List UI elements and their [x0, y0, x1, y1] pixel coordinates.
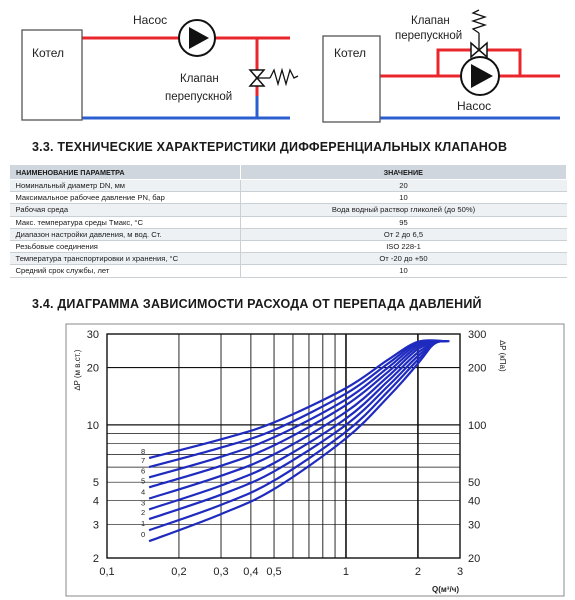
param-name: Средний срок службы, лет	[10, 265, 241, 277]
param-value: От -20 до +50	[240, 253, 567, 265]
x-tick-label: 2	[414, 566, 421, 578]
y-right-tick-label: 100	[468, 419, 487, 432]
series-label: 0	[140, 530, 146, 540]
y-left-tick-label: 20	[86, 362, 99, 375]
x-tick-labels	[99, 566, 463, 578]
x-tick-label: 0,5	[266, 566, 282, 578]
param-name: Температура транспортировки и хранения, °С	[10, 253, 241, 265]
param-name: Диапазон настройки давления, м вод. Ст.	[10, 228, 241, 240]
series-label: 6	[140, 466, 146, 476]
scheme-left	[22, 13, 298, 120]
boiler-box	[22, 30, 82, 120]
param-value: Вода водный раствор гликолей (до 50%)	[240, 204, 567, 216]
y-left-tick-label: 4	[92, 495, 99, 508]
valve-label-line2: перепускной	[395, 30, 463, 42]
series-label: 2	[140, 508, 146, 518]
param-value: ISO 228-1	[240, 240, 567, 252]
y-right-tick-labels	[468, 329, 486, 565]
param-name: Номинальный диаметр DN, мм	[10, 180, 241, 192]
param-name: Рабочая среда	[10, 204, 241, 216]
chart-curves	[149, 340, 449, 541]
param-value: 10	[240, 192, 567, 204]
y-left-tick-label: 2	[92, 553, 99, 565]
series-label: 8	[140, 446, 146, 456]
table-row	[10, 192, 567, 204]
y-left-tick-label: 30	[86, 329, 99, 341]
table-row	[10, 216, 567, 228]
y-right-tick-label: 30	[468, 519, 481, 532]
y-axis-label-right: ∆P (кПа)	[498, 340, 507, 372]
header-value: ЗНАЧЕНИЕ	[240, 165, 567, 180]
table-row	[10, 265, 567, 277]
pump-label: Насос	[133, 13, 168, 27]
boiler-label: Котел	[32, 46, 65, 60]
boiler-label: Котел	[334, 46, 367, 60]
param-value: 20	[240, 180, 567, 192]
header-parameter: НАИМЕНОВАНИЕ ПАРАМЕТРА	[10, 165, 241, 180]
flow-pressure-chart	[0, 322, 575, 598]
y-right-tick-label: 40	[468, 495, 481, 508]
y-left-tick-label: 5	[92, 477, 99, 490]
series-label: 3	[140, 498, 146, 508]
table-row	[10, 180, 567, 192]
series-label: 4	[140, 487, 146, 497]
scheme-right	[323, 10, 560, 122]
x-tick-label: 0,1	[99, 566, 115, 578]
x-axis-label: Q(м³/ч)	[432, 585, 459, 594]
specs-table	[9, 164, 567, 278]
pump-label: Насос	[457, 99, 492, 113]
series-label: 1	[140, 519, 146, 529]
param-value: 10	[240, 265, 567, 277]
valve-label-line1: Клапан	[180, 73, 219, 85]
valve-label-line1: Клапан	[411, 15, 450, 27]
x-tick-label: 0,4	[243, 566, 259, 578]
series-labels	[141, 447, 145, 539]
y-right-tick-label: 20	[468, 553, 481, 565]
x-tick-label: 1	[342, 566, 350, 578]
valve-label-line2: перепускной	[165, 91, 233, 103]
table-row	[10, 253, 567, 265]
section-34-title: 3.4. ДИАГРАММА ЗАВИСИМОСТИ РАСХОДА ОТ ПЕРЕПАДА ДАВЛЕНИЙ	[32, 297, 482, 311]
y-right-tick-label: 300	[468, 329, 487, 341]
y-right-tick-label: 50	[468, 477, 481, 490]
param-value: 95	[240, 216, 567, 228]
y-left-tick-labels	[87, 329, 99, 565]
param-name: Максимальное рабочее давление PN, бар	[10, 192, 241, 204]
param-name: Резьбовые соединения	[10, 240, 241, 252]
table-row	[10, 228, 567, 240]
x-tick-label: 3	[456, 566, 464, 578]
bypass-valve-icon	[250, 70, 298, 86]
x-tick-label: 0,3	[213, 566, 229, 578]
installation-schemes	[0, 0, 575, 135]
table-header-row	[10, 165, 567, 180]
param-name: Макс. температура среды Tмакс, °С	[10, 216, 241, 228]
y-right-tick-label: 200	[468, 362, 487, 375]
param-value: От 2 до 6,5	[240, 228, 567, 240]
y-axis-label-left: ∆P (м в.ст.)	[73, 349, 82, 391]
table-row	[10, 240, 567, 252]
series-label: 5	[140, 476, 146, 486]
y-left-tick-label: 10	[86, 419, 99, 432]
y-left-tick-label: 3	[92, 519, 99, 532]
series-label: 7	[140, 456, 146, 466]
section-33-title: 3.3. ТЕХНИЧЕСКИЕ ХАРАКТЕРИСТИКИ ДИФФЕРЕНЦИАЛЬНЫХ КЛАПАНОВ	[32, 140, 508, 154]
bypass-valve-icon	[471, 10, 487, 57]
x-tick-label: 0,2	[171, 566, 187, 578]
table-row	[10, 204, 567, 216]
